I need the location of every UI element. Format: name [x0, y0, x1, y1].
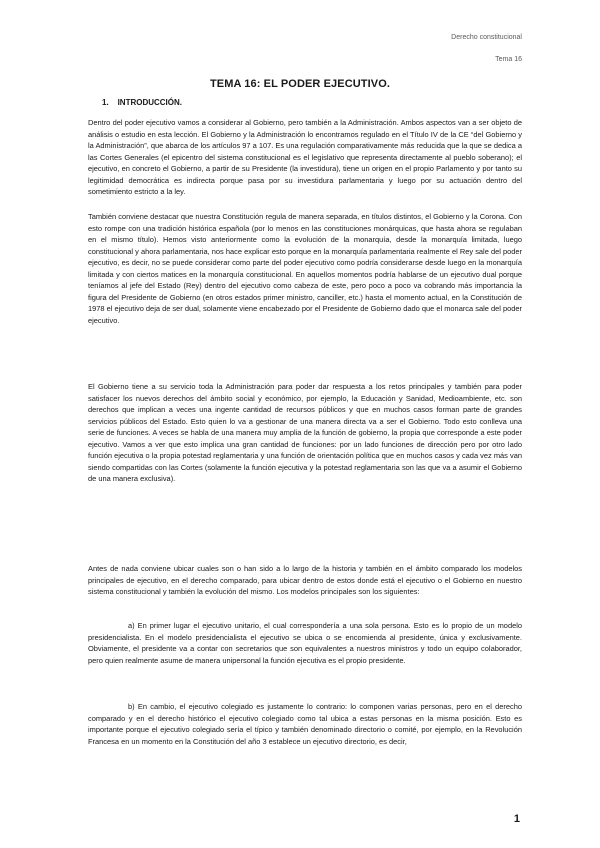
page-number: 1: [513, 813, 520, 825]
paragraph-1: Dentro del poder ejecutivo vamos a considerar al Gobierno, pero también a la Administración. Ambos aspectos van a ser objeto de análisis o estudio en esta lección. El Gobierno y la Administración lo encontramos regulado en el Título IV de la CE “del Gobierno y la Administración”, que abarca de los artículos 97 a 107. Es una regulación comparativamente más reducida que la que se dedica a las Cortes Generales (el epicentro del sistema constitucional es el legislativo que representa directamente al pueblo soberano); el ejecutivo, en concreto el Gobierno, a partir de su Presidente (la investidura), tiene un origen en el propio Parlamento y por tanto su legitimidad democrática es indirecta porque pasa por su investidura parlamentaria y luego por su actuación dentro del sometimiento estricto a la ley.: [88, 118, 522, 196]
paragraph-list-item-b: b) En cambio, el ejecutivo colegiado es justamente lo contrario: lo componen varias personas, pero en el derecho comparado y en el derecho histórico el ejecutivo colegiado como tal ubica a estas personas en la misma posición. Esto es importante porque el ejecutivo colegiado sería el típico y también denominado directorio o comité, por ejemplo, en la Revolución Francesa en un momento en la Constitución del año 3 establece un ejecutivo directorio, es decir,: [88, 702, 522, 746]
paragraph-3: El Gobierno tiene a su servicio toda la Administración para poder dar respuesta a los retos principales y también para poder satisfacer los nuevos derechos del ámbito social y económico, por ejemplo, la Educación y Sanidad, Medioambiente, etc. son derechos que implican a veces una ingente cantidad de recursos públicos y que en muchos casos forman parte de grandes servicios públicos del Estado. Esto quien lo va a gestionar de una manera directa va a ser el Gobierno. Todo esto conlleva una serie de funciones. A veces se habla de una manera muy amplia de la función de gobierno, la propia que corresponde a este poder ejecutivo. Vamos a ver que esto implica una gran cantidad de funciones: por un lado funciones de dirección pero por otro lado función ejecutiva o la propia potestad reglamentaria y una función de orientación política que en muchos casos y cada vez más van siendo compartidas con las Cortes (solamente la función ejecutiva y la potestad reglamentaria son las que va a asumir el Gobierno de una manera exclusiva).: [88, 382, 522, 483]
header-subject: Derecho constitucional: [451, 34, 522, 41]
section-number: 1.: [102, 98, 109, 107]
page-title: TEMA 16: EL PODER EJECUTIVO.: [209, 78, 391, 90]
header-topic: Tema 16: [495, 56, 522, 63]
paragraph-list-item-a: a) En primer lugar el ejecutivo unitario, el cual correspondería a una sola persona. Esto es lo propio de un modelo presidencialista. En el modelo presidencialista el ejecutivo se ubica o se encomienda al presidente, única y exclusivamente. Obviamente, el presidente va a contar con secretarios que son equivalentes a nuestros ministros y todo un equipo colaborador, pero quien realmente asume de manera unipersonal la función ejecutiva es el propio presidente.: [88, 621, 522, 665]
paragraph-4: Antes de nada conviene ubicar cuales son o han sido a lo largo de la historia y también en el ámbito comparado los modelos principales de ejecutivo, en el derecho comparado, para ubicar dentro de estos donde está el ejecutivo o el Gobierno en nuestro sistema constitucional y también la evolución del mismo. Los modelos principales son los siguientes:: [88, 564, 522, 596]
paragraph-2: También conviene destacar que nuestra Constitución regula de manera separada, en títulos distintos, el Gobierno y la Corona. Con esto rompe con una tradición histórica española (por lo menos en las constituciones monárquicas, que hasta ahora se regulaban en el mismo título). Hemos visto anteriormente como la evolución de la monarquía, desde la monarquía limitada, luego constitucional y ahora parlamentaria, nos hace explicar esto porque en la monarquía parlamentaria realmente el Rey sale del poder ejecutivo, es decir, no se puede considerar como parte del poder ejecutivo como podría considerarse desde luego en la monarquía limitada y con ciertos matices en la monarquía constitucional. En aquellos momentos podría hablarse de un ejecutivo dual porque teníamos al jefe del Estado (Rey) dentro del ejecutivo como cabeza de este, pero poco a poco va cobrando más importancia la figura del Presidente de Gobierno (en otros estados primer ministro, canciller, etc.) hasta el momento actual, en la Constitución de 1978 el ejecutivo deja de ser dual, solamente viene encabezado por el Presidente de Gobierno dado que el monarca sale del poder ejecutivo.: [88, 212, 522, 325]
section-title: INTRODUCCIÓN.: [117, 98, 183, 107]
section-heading: [102, 98, 182, 107]
